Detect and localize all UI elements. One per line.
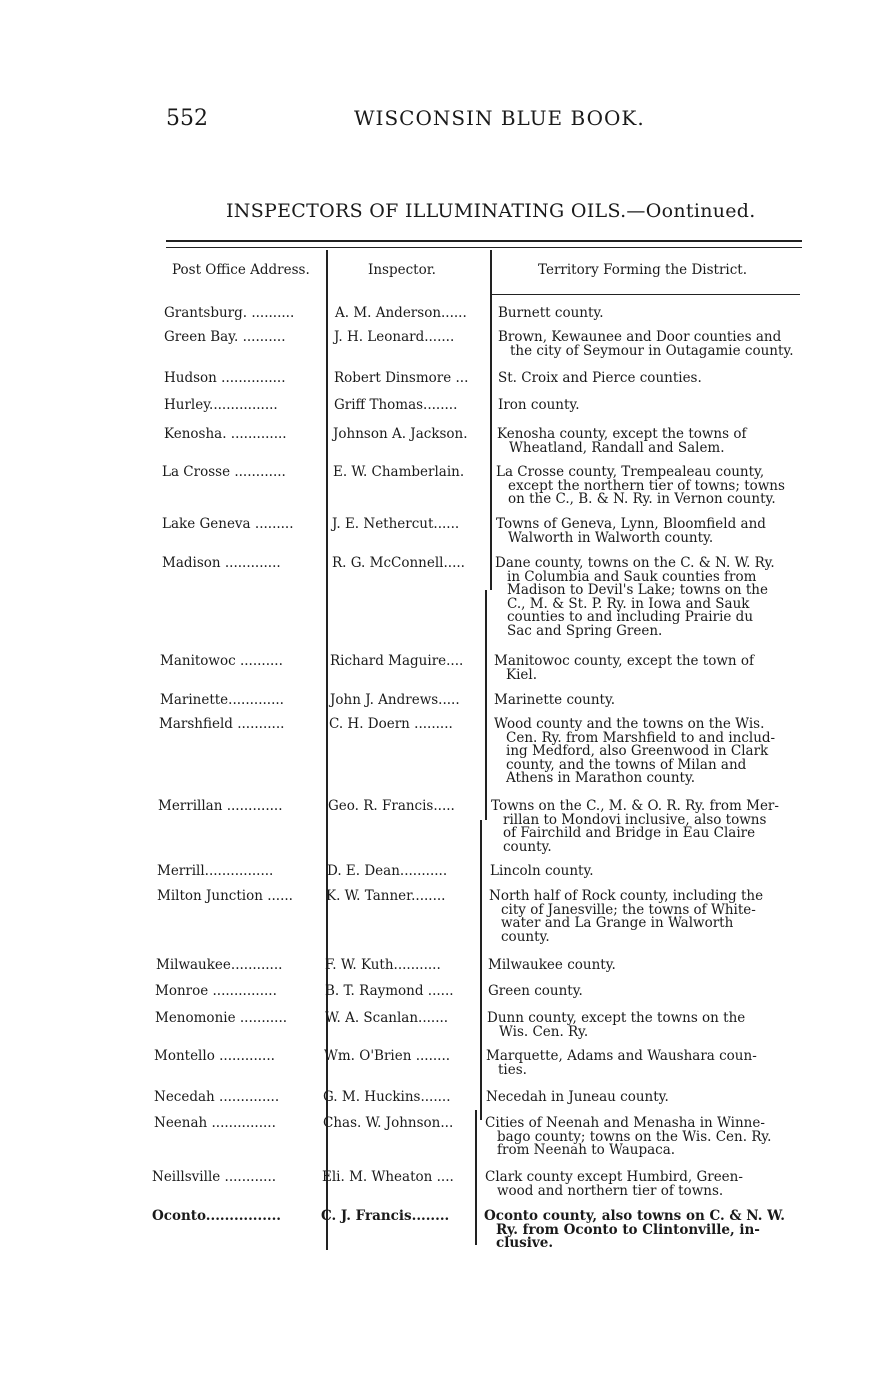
inspector-cell: Eli. M. Wheaton .... [322,1169,454,1185]
territory-cell [484,1210,788,1251]
territory-cell [491,800,795,854]
inspector-cell: Wm. O'Brien ........ [324,1048,451,1064]
territory-line: Iron county. [498,397,580,413]
territory-line: the city of Seymour in Outagamie county. [510,342,794,359]
book-title: WISCONSIN BLUE BOOK. [354,106,645,130]
territory-cell [485,1117,789,1158]
territory-line: Kenosha county, except the towns of [497,426,747,442]
territory-line: Athens in Marathon county. [506,770,696,786]
territory-line: Wheatland, Randall and Salem. [509,439,725,456]
inspector-cell: G. M. Huckins....... [323,1089,451,1105]
inspector-cell: John J. Andrews..... [330,692,460,708]
inspector-cell: F. W. Kuth........... [325,957,441,973]
territory-line: ing Medford, also Greenwood in Clark [506,743,769,759]
territory-line: Cities of Neenah and Menasha in Winne- [485,1115,765,1131]
inspector-cell: K. W. Tanner........ [326,888,446,904]
territory-line: Marinette county. [494,692,616,708]
post-office-cell: Milton Junction ...... [157,888,293,904]
territory-line: Ry. from Oconto to Clintonville, in- [496,1221,760,1238]
post-office-cell: Merrill................ [157,863,274,879]
territory-cell [488,959,792,973]
territory-cell [489,890,793,944]
territory-line: county. [503,838,552,855]
territory-line: water and La Grange in Walworth [501,915,734,931]
territory-line: on the C., B. & N. Ry. in Vernon county. [508,491,776,507]
territory-line: bago county; towns on the Wis. Cen. Ry. [497,1128,772,1145]
inspector-cell: A. M. Anderson...... [335,305,467,321]
post-office-cell: Green Bay. .......... [164,329,286,345]
territory-line: counties to and including Prairie du [507,609,754,625]
page-number: 552 [166,106,208,131]
inspector-cell: C. J. Francis........ [321,1208,450,1224]
territory-line: Wood county and the towns on the Wis. [494,716,765,732]
territory-line: La Crosse county, Trempealeau county, [496,464,765,480]
inspector-cell: Johnson A. Jackson. [333,426,468,442]
post-office-cell: Kenosha. ............. [164,426,287,442]
territory-line: Necedah in Juneau county. [486,1089,669,1105]
post-office-cell: Grantsburg. .......... [164,305,295,321]
post-office-cell: Montello ............. [154,1048,275,1064]
territory-line: county. [501,928,550,945]
inspector-cell: J. H. Leonard....... [334,329,455,345]
territory-line: Towns of Geneva, Lynn, Bloomfield and [496,516,766,532]
territory-line: Wis. Cen. Ry. [499,1023,589,1040]
post-office-cell: Oconto................ [152,1208,282,1224]
territory-line: Madison to Devil's Lake; towns on the [507,582,768,598]
territory-line: county, and the towns of Milan and [506,756,747,773]
territory-line: city of Janesville; the towns of White- [501,901,756,918]
inspector-cell: J. E. Nethercut...... [332,516,460,532]
territory-line: except the northern tier of towns; towns [508,477,785,494]
inspector-cell: W. A. Scanlan....... [325,1010,449,1026]
inspector-cell: Richard Maguire.... [330,653,464,669]
territory-cell [486,1091,790,1105]
territory-line: clusive. [496,1235,554,1251]
column-header-post-office: Post Office Address. [172,262,310,278]
territory-cell [490,865,794,879]
territory-line: in Columbia and Sauk counties from [507,568,757,585]
territory-cell [498,307,802,321]
post-office-cell: Madison ............. [162,555,281,571]
territory-line: Sac and Spring Green. [507,622,663,639]
territory-line: Milwaukee county. [488,957,616,973]
territory-line: Lincoln county. [490,863,594,879]
territory-cell [486,1050,790,1077]
territory-cell [496,466,800,507]
territory-line: wood and northern tier of towns. [497,1182,724,1199]
territory-line: Towns on the C., M. & O. R. Ry. from Mer- [491,798,779,814]
inspector-cell: R. G. McConnell..... [332,555,465,571]
territory-cell [485,1171,789,1198]
inspector-cell: D. E. Dean........... [327,863,448,879]
post-office-cell: Marshfield ........... [159,716,285,732]
territory-line: Brown, Kewaunee and Door counties and [498,329,782,345]
post-office-cell: Lake Geneva ......... [162,516,294,532]
post-office-cell: Manitowoc .......... [160,653,283,669]
territory-cell [487,1012,791,1039]
territory-cell [498,331,802,358]
territory-line: Manitowoc county, except the town of [494,653,755,669]
post-office-cell: Monroe ............... [155,983,277,999]
inspector-cell: Geo. R. Francis..... [328,798,455,814]
territory-cell [494,718,798,786]
post-office-cell: Neillsville ............ [152,1169,277,1185]
territory-line: Dane county, towns on the C. & N. W. Ry. [495,555,775,571]
inspector-cell: C. H. Doern ......... [329,716,453,732]
territory-line: C., M. & St. P. Ry. in Iowa and Sauk [507,595,750,612]
territory-cell [494,655,798,682]
territory-line: of Fairchild and Bridge in Eau Claire [503,825,756,841]
territory-line: Oconto county, also towns on C. & N. W. [484,1208,785,1224]
inspector-cell: E. W. Chamberlain. [333,464,465,480]
post-office-cell: Merrillan ............. [158,798,283,814]
post-office-cell: La Crosse ............ [162,464,286,480]
territory-line: St. Croix and Pierce counties. [498,370,702,386]
post-office-cell: Milwaukee............ [156,957,283,973]
territory-line: Green county. [488,983,583,999]
territory-line: Dunn county, except the towns on the [487,1010,746,1026]
territory-line: Clark county except Humbird, Green- [485,1169,743,1185]
territory-line: Kiel. [506,666,538,683]
territory-cell [494,694,798,708]
inspector-cell: Robert Dinsmore ... [334,370,469,386]
post-office-cell: Necedah .............. [154,1089,280,1105]
territory-line: from Neenah to Waupaca. [497,1142,676,1158]
territory-cell [498,372,802,386]
inspector-cell: B. T. Raymond ...... [325,983,454,999]
territory-line: Cen. Ry. from Marshfield to and includ- [506,729,776,746]
territory-cell [488,985,792,999]
post-office-cell: Marinette............. [160,692,284,708]
post-office-cell: Hurley................ [164,397,278,413]
territory-line: North half of Rock county, including the [489,888,764,904]
territory-line: rillan to Mondovi inclusive, also towns [503,811,767,828]
column-header-inspector: Inspector. [368,262,436,278]
territory-cell [497,428,801,455]
post-office-cell: Menomonie ........... [155,1010,288,1026]
inspector-cell: Griff Thomas........ [334,397,458,413]
inspector-cell: Chas. W. Johnson... [323,1115,454,1131]
post-office-cell: Neenah ............... [154,1115,276,1131]
column-header-territory: Territory Forming the District. [538,262,747,278]
territory-line: ties. [498,1061,527,1078]
post-office-cell: Hudson ............... [164,370,286,386]
section-title: INSPECTORS OF ILLUMINATING OILS.—Oontinued. [226,200,756,222]
territory-line: Burnett county. [498,305,604,321]
territory-line: Marquette, Adams and Waushara coun- [486,1048,757,1064]
territory-cell [498,399,802,413]
territory-cell [496,518,800,545]
territory-cell [495,557,799,638]
territory-line: Walworth in Walworth county. [508,529,714,546]
